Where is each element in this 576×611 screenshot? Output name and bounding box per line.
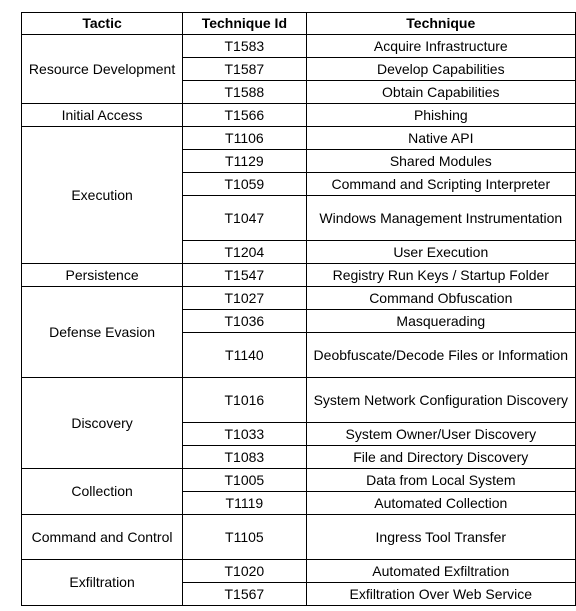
table-row [22,469,576,492]
header-technique: Technique [306,13,575,35]
technique-name-cell: System Owner/User Discovery [306,423,575,446]
technique-name-cell: Windows Management Instrumentation [306,196,575,241]
technique-id-cell: T1105 [183,515,306,560]
technique-name-cell: File and Directory Discovery [306,446,575,469]
technique-id-cell: T1083 [183,446,306,469]
tactic-cell: Discovery [22,378,183,469]
technique-name-cell: Data from Local System [306,469,575,492]
technique-id-cell: T1059 [183,173,306,196]
technique-id-cell: T1588 [183,81,306,104]
technique-name-cell: Automated Collection [306,492,575,515]
tactic-cell: Resource Development [22,35,183,104]
tactic-cell: Execution [22,127,183,264]
technique-id-cell: T1129 [183,150,306,173]
technique-name-cell: Shared Modules [306,150,575,173]
technique-name-cell: Acquire Infrastructure [306,35,575,58]
technique-name-cell: Ingress Tool Transfer [306,515,575,560]
table-row [22,35,576,58]
technique-id-cell: T1005 [183,469,306,492]
technique-id-cell: T1106 [183,127,306,150]
technique-id-cell: T1566 [183,104,306,127]
technique-name-cell: Phishing [306,104,575,127]
technique-name-cell: Masquerading [306,310,575,333]
technique-id-cell: T1033 [183,423,306,446]
table-header [22,13,576,35]
technique-name-cell: Command Obfuscation [306,287,575,310]
technique-id-cell: T1036 [183,310,306,333]
technique-id-cell: T1547 [183,264,306,287]
technique-name-cell: System Network Configuration Discovery [306,378,575,423]
tactic-cell: Persistence [22,264,183,287]
technique-name-cell: Native API [306,127,575,150]
technique-id-cell: T1119 [183,492,306,515]
technique-id-cell: T1020 [183,560,306,583]
tactic-cell: Initial Access [22,104,183,127]
table-row [22,515,576,560]
technique-name-cell: Command and Scripting Interpreter [306,173,575,196]
header-technique-id: Technique Id [183,13,306,35]
technique-id-cell: T1204 [183,241,306,264]
technique-name-cell: Deobfuscate/Decode Files or Information [306,333,575,378]
technique-id-cell: T1567 [183,583,306,606]
table-body [22,35,576,606]
header-row [22,13,576,35]
technique-id-cell: T1140 [183,333,306,378]
table-row [22,264,576,287]
tactic-cell: Exfiltration [22,560,183,606]
technique-id-cell: T1027 [183,287,306,310]
table-row [22,104,576,127]
technique-name-cell: Registry Run Keys / Startup Folder [306,264,575,287]
table-container [21,12,576,606]
technique-name-cell: User Execution [306,241,575,264]
attack-technique-table [21,12,576,606]
tactic-cell: Collection [22,469,183,515]
technique-name-cell: Automated Exfiltration [306,560,575,583]
header-tactic: Tactic [22,13,183,35]
table-row [22,287,576,310]
table-row [22,560,576,583]
technique-id-cell: T1016 [183,378,306,423]
technique-name-cell: Exfiltration Over Web Service [306,583,575,606]
table-row [22,378,576,423]
technique-name-cell: Obtain Capabilities [306,81,575,104]
technique-id-cell: T1047 [183,196,306,241]
technique-name-cell: Develop Capabilities [306,58,575,81]
tactic-cell: Command and Control [22,515,183,560]
technique-id-cell: T1587 [183,58,306,81]
table-row [22,127,576,150]
technique-id-cell: T1583 [183,35,306,58]
tactic-cell: Defense Evasion [22,287,183,378]
